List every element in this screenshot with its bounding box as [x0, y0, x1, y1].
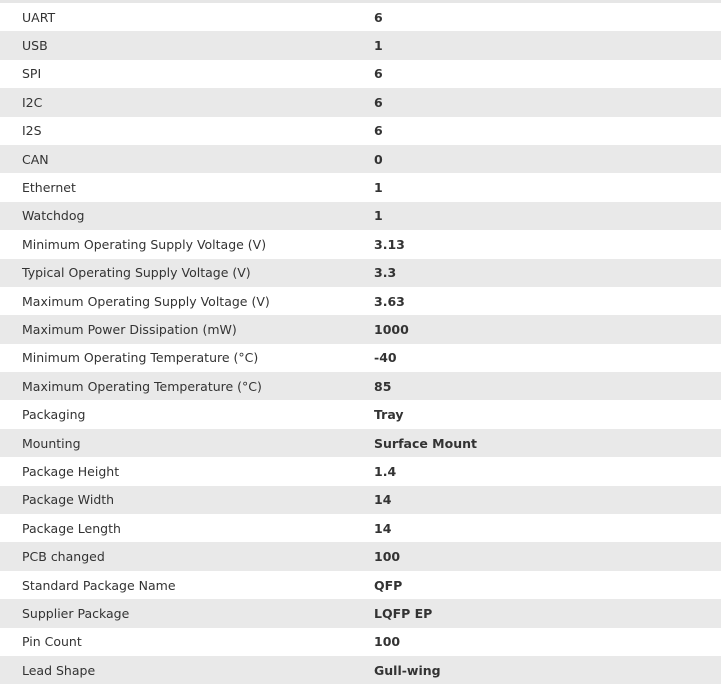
- spec-value: 100: [374, 634, 401, 650]
- spec-value: LQFP EP: [374, 605, 433, 621]
- spec-label: PCB changed: [22, 549, 105, 565]
- spec-label: Maximum Operating Supply Voltage (V): [22, 293, 270, 309]
- table-row: [0, 429, 721, 457]
- table-row: [0, 599, 721, 627]
- table-row: [0, 230, 721, 258]
- spec-label: Packaging: [22, 407, 86, 423]
- table-row: [0, 31, 721, 59]
- spec-value: 0: [374, 151, 383, 167]
- spec-label: Ethernet: [22, 180, 76, 196]
- spec-value: 3.13: [374, 236, 405, 252]
- spec-value: 6: [374, 123, 383, 139]
- table-row: [0, 656, 721, 684]
- spec-label: UART: [22, 9, 56, 25]
- spec-value: Tray: [374, 407, 404, 423]
- spec-label: I2C: [22, 94, 43, 110]
- spec-label: Maximum Operating Temperature (°C): [22, 378, 262, 394]
- spec-label: USB: [22, 38, 48, 54]
- spec-value: 1000: [374, 321, 409, 337]
- table-row: [0, 117, 721, 145]
- spec-value: 1: [374, 208, 383, 224]
- spec-value: 6: [374, 94, 383, 110]
- table-row: [0, 542, 721, 570]
- table-row: [0, 457, 721, 485]
- table-row: [0, 628, 721, 656]
- spec-value: 3.63: [374, 293, 405, 309]
- spec-value: 1.4: [374, 463, 397, 479]
- spec-value: 100: [374, 549, 401, 565]
- table-row: [0, 202, 721, 230]
- spec-value: 3.3: [374, 265, 397, 281]
- table-row: [0, 571, 721, 599]
- spec-label: Supplier Package: [22, 605, 130, 621]
- spec-label: Pin Count: [22, 634, 82, 650]
- spec-label: Maximum Power Dissipation (mW): [22, 321, 237, 337]
- table-row: [0, 145, 721, 173]
- table-row: [0, 315, 721, 343]
- spec-label: SPI: [22, 66, 42, 82]
- table-row: [0, 173, 721, 201]
- spec-label: Standard Package Name: [22, 577, 176, 593]
- spec-value: 1: [374, 180, 383, 196]
- spec-value: -40: [374, 350, 397, 366]
- spec-value: 85: [374, 378, 392, 394]
- table-row: [0, 88, 721, 116]
- spec-value: 6: [374, 66, 383, 82]
- table-row: [0, 259, 721, 287]
- table-row: [0, 3, 721, 31]
- spec-label: CAN: [22, 151, 49, 167]
- spec-value: Surface Mount: [374, 435, 477, 451]
- spec-label: Package Width: [22, 492, 115, 508]
- spec-value: Gull-wing: [374, 662, 441, 678]
- spec-label: Package Length: [22, 520, 121, 536]
- spec-label: Minimum Operating Temperature (°C): [22, 350, 259, 366]
- spec-label: Lead Shape: [22, 662, 96, 678]
- spec-label: I2S: [22, 123, 42, 139]
- table-row: [0, 60, 721, 88]
- spec-value: 6: [374, 9, 383, 25]
- spec-label: Watchdog: [22, 208, 85, 224]
- table-row: [0, 400, 721, 428]
- spec-value: 14: [374, 520, 392, 536]
- spec-label: Mounting: [22, 435, 81, 451]
- spec-label: Minimum Operating Supply Voltage (V): [22, 236, 267, 252]
- spec-label: Package Height: [22, 463, 120, 479]
- table-row: [0, 287, 721, 315]
- spec-value: 1: [374, 38, 383, 54]
- table-row: [0, 372, 721, 400]
- spec-label: Typical Operating Supply Voltage (V): [22, 265, 251, 281]
- table-row: [0, 486, 721, 514]
- table-row: [0, 514, 721, 542]
- spec-value: QFP: [374, 577, 403, 593]
- spec-rows: [0, 3, 721, 684]
- table-row: [0, 344, 721, 372]
- spec-value: 14: [374, 492, 392, 508]
